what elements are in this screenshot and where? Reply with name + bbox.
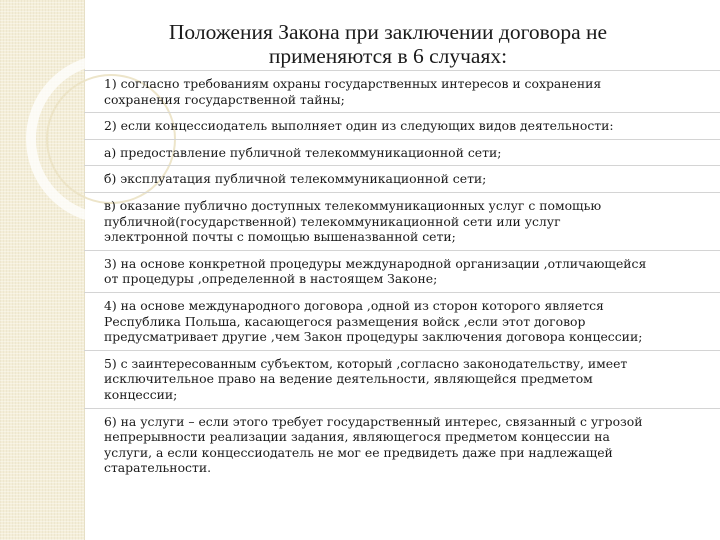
list-item-line: 6) на услуги – если этого требует государственный интерес, связанный с угрозой [104,413,643,429]
list-item [84,70,720,112]
list-item-line: непрерывности реализации задания, являющегося предметом концессии на [104,429,610,445]
list-item-line: а) предоставление публичной телекоммуникационной сети; [104,144,502,160]
list-item [84,250,720,292]
list-item-line: электронной почты с помощью вышеназванной сети; [104,229,456,245]
decorative-side-panel [0,0,85,540]
exceptions-list [84,70,720,481]
list-item [84,192,720,250]
list-item [84,165,720,192]
list-item-line: концессии; [104,386,178,402]
list-item-line: сохранения государственной тайны; [104,91,345,107]
list-item-line: от процедуры ,определенной в настоящем Законе; [104,271,438,287]
list-item [84,112,720,139]
slide-title-line: Положения Закона при заключении договора не [168,20,608,44]
list-item-line: б) эксплуатация публичной телекоммуникационной сети; [104,171,487,187]
list-item-line: в) оказание публично доступных телекоммуникационных услуг с помощью [104,197,602,213]
list-item [84,139,720,166]
slide-title-line: применяются в 6 случаях: [268,44,508,68]
list-item-line: старательности. [104,460,212,476]
list-item-line: предусматривает другие ,чем Закон процедуры заключения договора концессии; [104,329,643,345]
list-item [84,350,720,408]
list-item-line: 3) на основе конкретной процедуры международной организации ,отличающейся [104,255,647,271]
list-item-line: услуги, а если концессиодатель не мог ее предвидеть даже при надлежащей [104,444,613,460]
list-item-line: 5) с заинтересованным субъектом, который ,согласно законодательству, имеет [104,355,628,371]
list-item-line: публичной(государственной) телекоммуникационной сети или услуг [104,213,561,229]
list-item-line: 1) согласно требованиям охраны государственных интересов и сохранения [104,76,602,91]
list-item-line: 2) если концессиодатель выполняет один из следующих видов деятельности: [104,118,614,134]
list-item-line: Республика Польша, касающегося размещения войск ,если этот договор [104,313,586,329]
list-item-line: исключительное право на ведение деятельности, являющейся предметом [104,371,593,387]
list-item-line: 4) на основе международного договора ,одной из сторон которого является [104,297,604,313]
slide-title [118,20,658,68]
list-item [84,408,720,481]
list-item [84,292,720,350]
